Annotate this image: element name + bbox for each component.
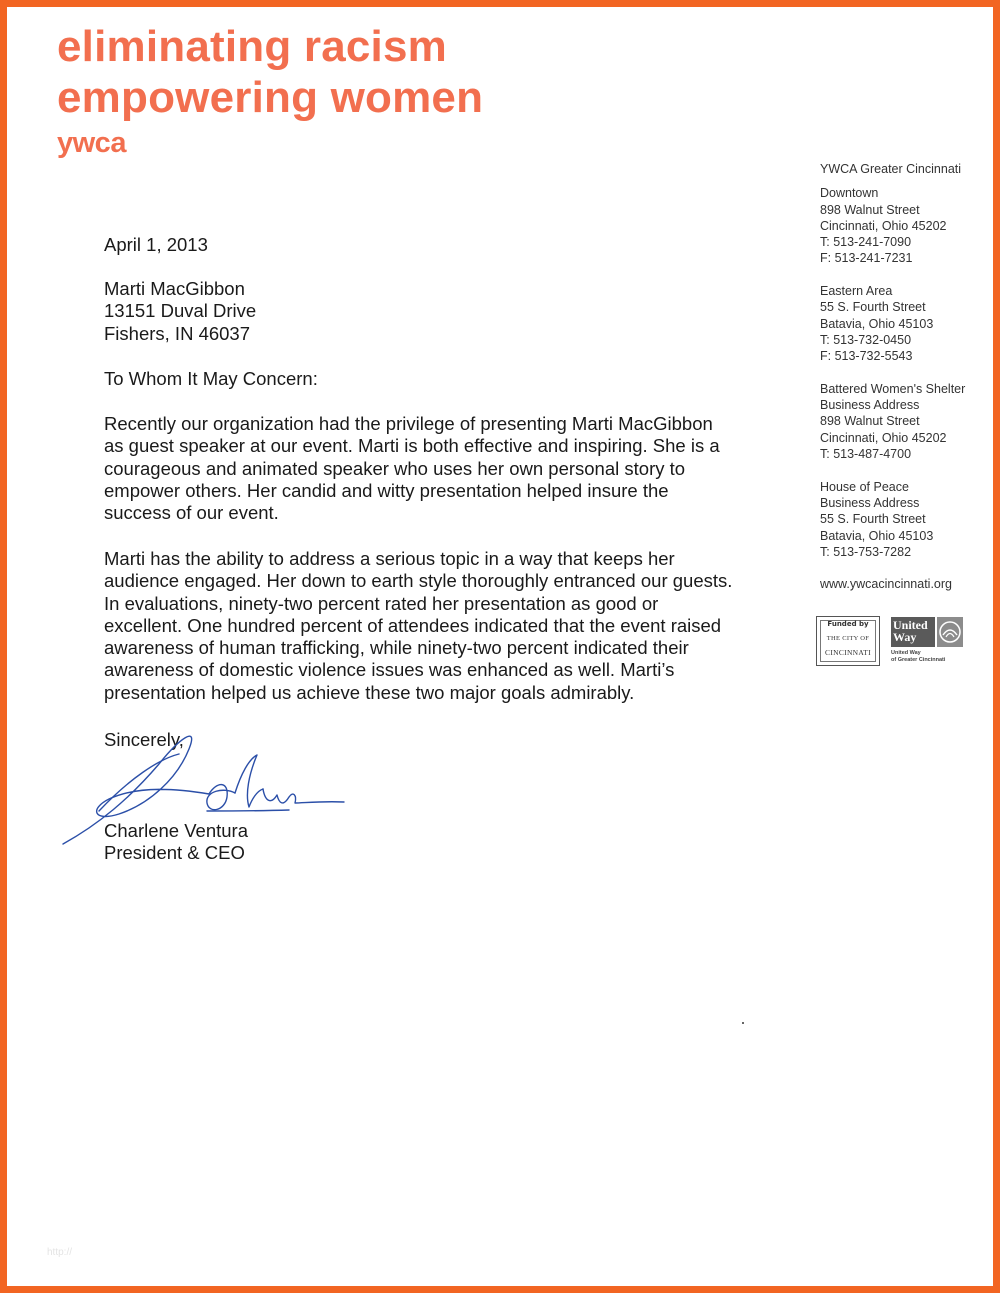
location-fax: F: 513-241-7231 [820, 251, 913, 266]
location-line: Battered Women's Shelter [820, 381, 966, 396]
city-of-cincinnati-logo [816, 616, 880, 666]
recipient-address [104, 278, 256, 345]
location-downtown [820, 185, 995, 266]
handwritten-signature [59, 719, 349, 859]
paragraph-line: presentation helped us achieve these two major goals admirably. [104, 681, 635, 703]
paragraph-line: awareness of human trafficking, while ninety-two percent indicated their [104, 637, 689, 659]
tagline-eliminating-racism: eliminating racism [57, 22, 447, 71]
location-line: Cincinnati, Ohio 45202 [820, 430, 947, 445]
address-sidebar [820, 161, 995, 593]
letter-date: April 1, 2013 [104, 234, 208, 255]
paragraph-line: Recently our organization had the privilege of presenting Marti MacGibbon [104, 413, 713, 434]
united-way-text-2: Way [893, 630, 917, 644]
location-phone: T: 513-732-0450 [820, 332, 912, 347]
location-battered-womens-shelter [820, 381, 995, 462]
tagline-empowering-women: empowering women [57, 73, 484, 122]
location-line: 55 S. Fourth Street [820, 512, 926, 527]
location-line: Cincinnati, Ohio 45202 [820, 218, 947, 233]
city-of-text: THE CITY OF [826, 635, 870, 642]
cincinnati-text: CINCINNATI [825, 648, 871, 657]
location-house-of-peace [820, 479, 995, 560]
recipient-city: Fishers, IN 46037 [104, 322, 251, 344]
location-phone: T: 513-753-7282 [820, 544, 912, 559]
united-way-logo [891, 617, 963, 667]
location-phone: T: 513-487-4700 [820, 447, 912, 462]
salutation: To Whom It May Concern: [104, 368, 318, 389]
funded-by-text: Funded by [827, 620, 869, 628]
paragraph-line: awareness of domestic violence issues was enhanced as well. Marti’s [104, 659, 675, 681]
location-line: House of Peace [820, 479, 909, 494]
location-phone: T: 513-241-7090 [820, 235, 912, 250]
sidebar-org-name: YWCA Greater Cincinnati [820, 162, 962, 176]
scan-speck [742, 1022, 744, 1024]
paragraph-line: empower others. Her candid and witty presentation helped insure the [104, 479, 669, 501]
paragraph-line: success of our event. [104, 502, 279, 524]
footer-watermark: http:// [47, 1247, 73, 1258]
location-line: Downtown [820, 186, 879, 201]
paragraph-line: In evaluations, ninety-two percent rated her presentation as good or [104, 592, 659, 614]
paragraph-line: Marti has the ability to address a serious topic in a way that keeps her [104, 548, 675, 569]
location-line: Eastern Area [820, 284, 893, 299]
location-line: Business Address [820, 398, 920, 413]
paragraph-line: audience engaged. Her down to earth style thoroughly entranced our guests. [104, 570, 733, 592]
signer-name: Charlene Ventura [104, 820, 248, 841]
location-line: 898 Walnut Street [820, 202, 920, 217]
closing: Sincerely, [104, 729, 184, 750]
recipient-name: Marti MacGibbon [104, 278, 245, 299]
united-way-hand-icon [937, 617, 963, 647]
location-line: Batavia, Ohio 45103 [820, 528, 934, 543]
location-eastern-area [820, 283, 995, 364]
recipient-street: 13151 Duval Drive [104, 300, 257, 322]
paragraph-line: courageous and animated speaker who uses her own personal story to [104, 457, 686, 479]
signer-title: President & CEO [104, 842, 245, 863]
location-line: Business Address [820, 495, 920, 510]
paragraph-2 [104, 548, 732, 704]
sponsor-logos [816, 616, 966, 670]
paragraph-1 [104, 413, 720, 524]
location-fax: F: 513-732-5543 [820, 349, 913, 364]
location-line: 898 Walnut Street [820, 414, 920, 429]
paragraph-line: excellent. One hundred percent of attendees indicated that the event raised [104, 614, 722, 636]
letterhead-brand [57, 21, 483, 160]
location-line: 55 S. Fourth Street [820, 300, 926, 315]
paragraph-line: as guest speaker at our event. Marti is both effective and inspiring. She is a [104, 435, 720, 457]
united-way-text-1: United [893, 618, 928, 632]
website-link[interactable]: www.ywcacincinnati.org [820, 577, 952, 592]
location-line: Batavia, Ohio 45103 [820, 316, 934, 331]
united-way-caption: United Way of Greater Cincinnati [891, 650, 946, 663]
ywca-logo-text: ywca [57, 127, 126, 159]
